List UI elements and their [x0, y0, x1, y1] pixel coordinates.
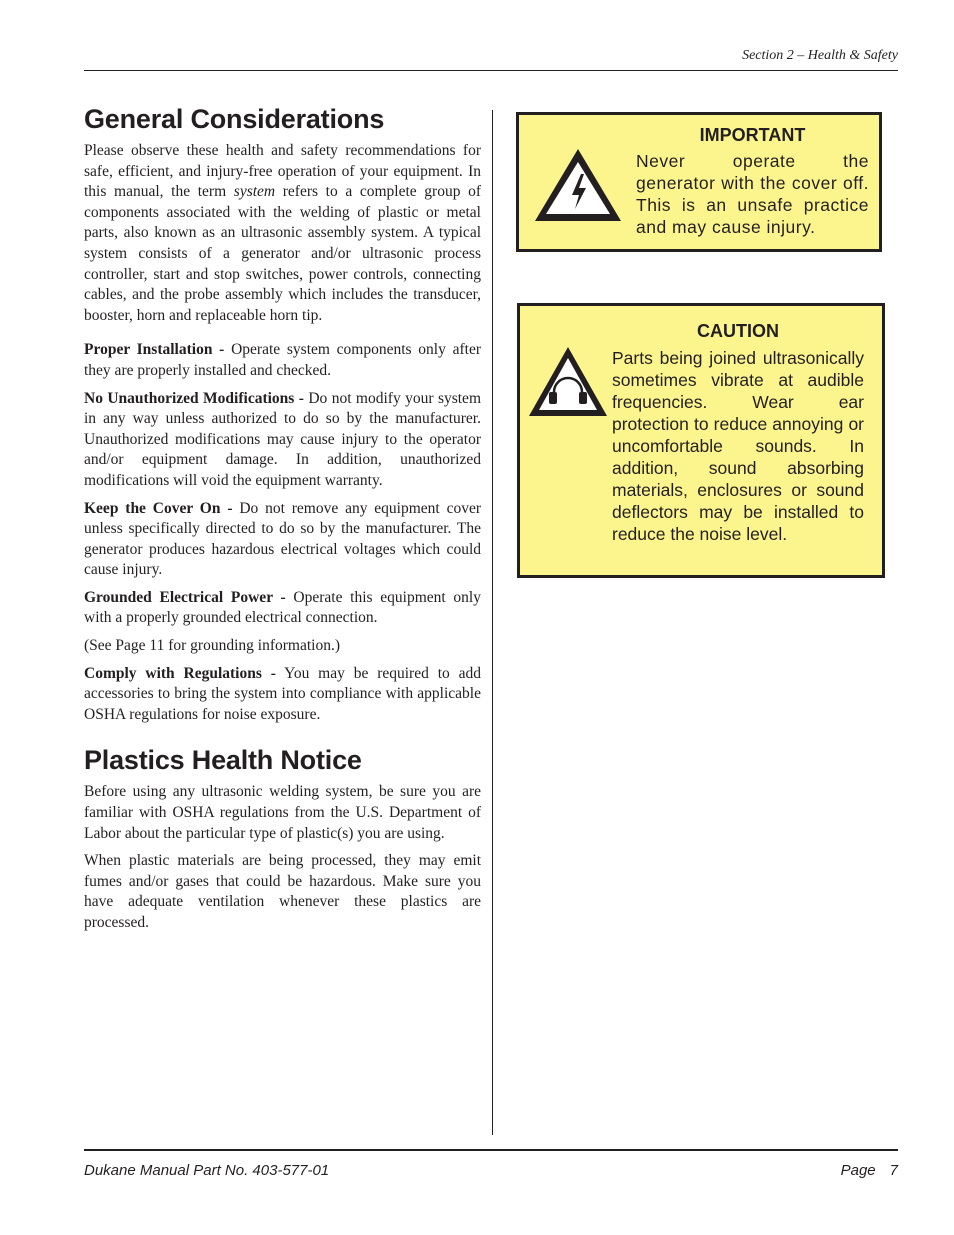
item-text: Operate this equipment only with a properly grounded electrical connection. — [84, 588, 481, 627]
item-lead: No Unauthorized Modifications - — [84, 389, 304, 407]
general-considerations-heading: General Considerations — [84, 104, 385, 134]
section-header: Section 2 – Health & Safety — [742, 48, 898, 63]
proper-installation-item — [84, 340, 481, 381]
manual-part-number: Dukane Manual Part No. 403-577-01 — [84, 1162, 330, 1179]
item-lead: Comply with Regulations - — [84, 664, 276, 682]
header-rule — [84, 70, 898, 71]
item-text: Do not remove any equipment cover unless specifically directed to do so by the manufacturer. The generator produces hazardous electrical voltages which could cause injury. — [84, 499, 481, 579]
page-label: Page — [840, 1162, 876, 1179]
caution-text: Parts being joined ultrasonically sometimes vibrate at audible frequencies. Wear ear protection to reduce annoying or uncomfortable sounds. In addition, sound absorbing materials, enclosures or sound deflectors may be installed to reduce the noise level. — [612, 348, 864, 544]
intro-part-2: refers to a complete group of components associated with the welding of plastic or metal parts, also known as an ultrasonic assembly system. A typical system consists of a generator and/or ultrasonic process controller, start and stop switches, power controls, connecting cables, and the probe assembly which includes the transducer, booster, horn and replaceable horn tip. — [84, 183, 482, 324]
caution-title: CAUTION — [697, 321, 779, 341]
page-number-value: 7 — [889, 1162, 898, 1179]
page-number — [841, 1162, 898, 1179]
grounding-note: (See Page 11 for grounding information.) — [84, 637, 340, 655]
keep-cover-on-item — [84, 499, 481, 581]
no-unauthorized-modifications-item — [84, 389, 481, 492]
item-text: Operate system components only after they are properly installed and checked. — [84, 341, 481, 379]
plastics-paragraph-1: Before using any ultrasonic welding system, be sure you are familiar with OSHA regulations from the U.S. Department of Labor about the particular type of plastic(s) you are using. — [84, 783, 481, 842]
item-text: Do not modify your system in any way unless authorized to do so by the manufacturer. Unauthorized modifications may cause injury to the operator and/or equipment damage. In addition, unauthorized modifications will void the equipment warranty. — [84, 389, 481, 489]
item-lead: Grounded Electrical Power - — [84, 588, 286, 606]
column-divider — [492, 110, 493, 1135]
item-text: You may be required to add accessories to bring the system into compliance with applicable OSHA regulations for noise exposure. — [84, 664, 481, 723]
item-lead: Proper Installation - — [84, 341, 225, 359]
grounded-power-item — [84, 588, 481, 629]
ear-protection-icon — [526, 344, 610, 420]
plastics-health-heading: Plastics Health Notice — [84, 745, 362, 776]
footer-rule — [84, 1149, 898, 1151]
caution-notice-box — [517, 303, 885, 578]
intro-part-1: Please observe these health and safety recommendations for safe, efficient, and injury-free operation of your equipment. In this manual, the term — [84, 142, 481, 201]
important-notice-box — [516, 112, 882, 252]
plastics-paragraph-2: When plastic materials are being processed, they may emit fumes and/or gases that could be hazardous. Make sure you have adequate ventilation whenever these plastics are processed. — [84, 852, 481, 931]
intro-term: system — [233, 183, 276, 201]
item-lead: Keep the Cover On - — [84, 499, 233, 517]
left-column — [84, 104, 481, 941]
important-title: IMPORTANT — [699, 125, 806, 145]
general-intro — [84, 141, 481, 326]
important-text: Never operate the generator with the cover off. This is an unsafe practice and may cause injury. — [636, 151, 869, 237]
electrical-hazard-icon — [531, 145, 625, 225]
comply-regulations-item — [84, 664, 481, 726]
